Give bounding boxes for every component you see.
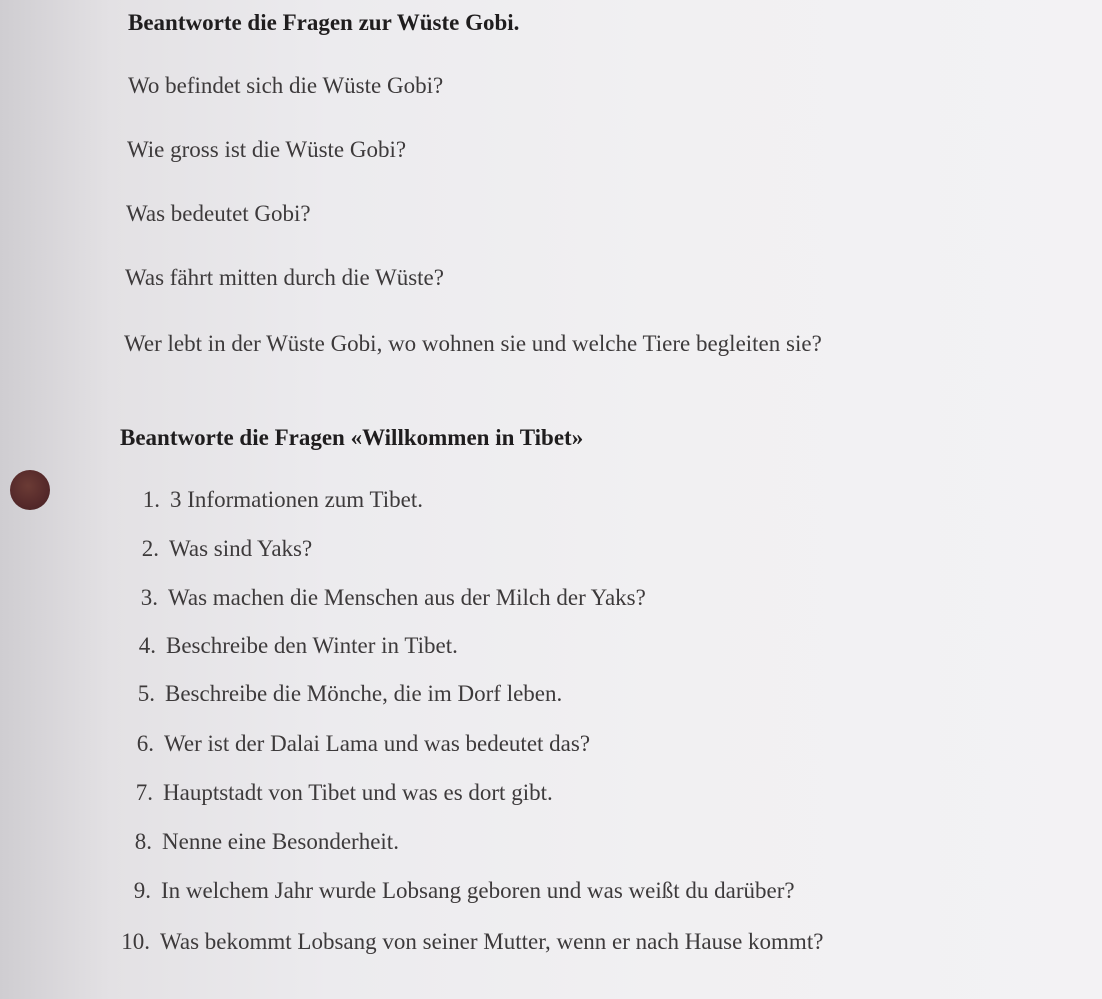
item-text: Was machen die Menschen aus der Milch der Yaks? [168, 585, 646, 610]
tibet-list-item [110, 929, 823, 955]
gobi-question: Was fährt mitten durch die Wüste? [125, 265, 444, 290]
tibet-heading: Beantworte die Fragen «Willkommen in Tibet» [120, 425, 584, 450]
item-number: 2. [141, 536, 159, 561]
item-number: 1. [142, 487, 160, 512]
gobi-question: Was bedeutet Gobi? [126, 201, 311, 226]
tibet-list-item [113, 780, 553, 806]
tibet-list-item [115, 681, 562, 707]
item-number: 10. [121, 929, 150, 954]
item-number: 8. [134, 829, 152, 854]
item-number: 5. [137, 681, 155, 706]
item-number: 3. [140, 585, 158, 610]
gobi-question: Wie gross ist die Wüste Gobi? [127, 137, 407, 162]
tibet-list-item [114, 731, 590, 757]
tibet-list-item [111, 878, 795, 904]
tibet-list-item [120, 487, 423, 513]
item-text: Was sind Yaks? [169, 536, 313, 561]
item-number: 9. [133, 878, 151, 903]
item-text: Wer ist der Dalai Lama und was bedeutet das? [164, 731, 591, 756]
item-text: Beschreibe die Mönche, die im Dorf leben. [165, 681, 563, 706]
item-text: Nenne eine Besonderheit. [162, 829, 399, 854]
gobi-heading: Beantworte die Fragen zur Wüste Gobi. [128, 10, 520, 35]
item-number: 4. [138, 633, 156, 658]
gobi-question: Wo befindet sich die Wüste Gobi? [128, 73, 444, 98]
punch-hole [10, 470, 50, 510]
item-text: Hauptstadt von Tibet und was es dort gibt. [163, 780, 553, 805]
item-number: 7. [135, 780, 153, 805]
item-text: 3 Informationen zum Tibet. [170, 487, 423, 512]
tibet-list-item [112, 829, 399, 855]
gobi-question: Wer lebt in der Wüste Gobi, wo wohnen sie und welche Tiere begleiten sie? [124, 331, 822, 356]
tibet-list-item [118, 585, 646, 611]
tibet-list-item [119, 536, 312, 562]
item-text: In welchem Jahr wurde Lobsang geboren und was weißt du darüber? [161, 878, 795, 903]
item-text: Beschreibe den Winter in Tibet. [166, 633, 458, 658]
tibet-list-item [116, 633, 458, 659]
item-text: Was bekommt Lobsang von seiner Mutter, wenn er nach Hause kommt? [160, 929, 824, 954]
item-number: 6. [136, 731, 154, 756]
